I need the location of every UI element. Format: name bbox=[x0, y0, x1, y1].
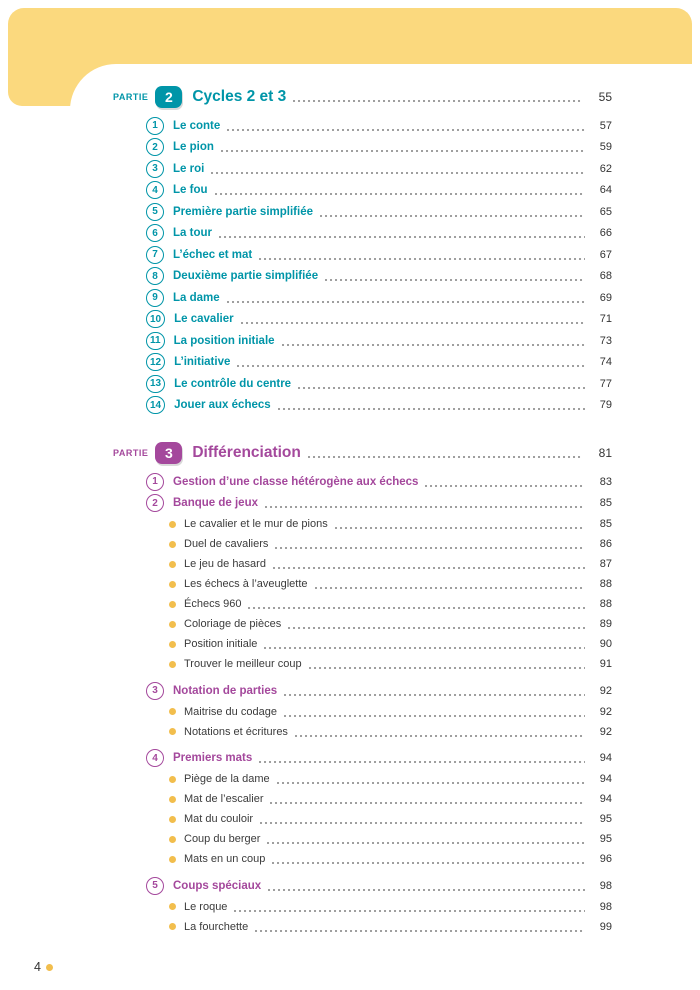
dotted-leader bbox=[259, 761, 585, 763]
chapter-title: Le roi bbox=[173, 162, 205, 175]
chapter-row bbox=[146, 680, 612, 702]
chapter-title: Première partie simplifiée bbox=[173, 205, 313, 218]
chapter-group bbox=[146, 244, 612, 266]
sub-entry-title: Les échecs à l’aveuglette bbox=[184, 578, 308, 590]
bullet-icon bbox=[169, 641, 176, 648]
part-number-badge: 2 bbox=[155, 86, 182, 108]
chapter-number-badge: 13 bbox=[146, 375, 165, 393]
chapter-number-badge: 4 bbox=[146, 749, 164, 767]
dotted-leader bbox=[325, 279, 585, 281]
sub-entry-title: Mat du couloir bbox=[184, 813, 254, 825]
dotted-leader bbox=[211, 172, 585, 174]
chapter-number-badge: 12 bbox=[146, 353, 165, 371]
chapter-group bbox=[146, 223, 612, 245]
sub-entry-page-number: 86 bbox=[599, 538, 612, 550]
chapter-group bbox=[146, 287, 612, 309]
chapter-number-badge: 2 bbox=[146, 494, 164, 512]
part-title: Cycles 2 et 3 bbox=[192, 88, 287, 105]
chapter-title: La dame bbox=[173, 291, 220, 304]
sub-entry-title: Position initiale bbox=[184, 638, 258, 650]
dotted-leader bbox=[288, 627, 585, 629]
chapter-title: L’échec et mat bbox=[173, 248, 253, 261]
dotted-leader bbox=[265, 506, 585, 508]
part-number-badge: 3 bbox=[155, 442, 182, 464]
dotted-leader bbox=[237, 365, 585, 367]
chapter-number-badge: 10 bbox=[146, 310, 165, 328]
chapter-title: Le pion bbox=[173, 141, 214, 154]
bullet-icon bbox=[169, 923, 176, 930]
chapter-title: Premiers mats bbox=[173, 752, 253, 765]
sub-entry-title: Échecs 960 bbox=[184, 598, 242, 610]
sub-entry-row bbox=[146, 849, 612, 869]
chapter-page-number: 73 bbox=[599, 334, 612, 347]
chapter-row bbox=[146, 201, 612, 223]
dotted-leader bbox=[320, 215, 585, 217]
sub-entry-title: Coloriage de pièces bbox=[184, 618, 282, 630]
dotted-leader bbox=[241, 322, 585, 324]
sub-entry-row bbox=[146, 897, 612, 917]
chapter-row bbox=[146, 115, 612, 137]
bullet-icon bbox=[169, 903, 176, 910]
dotted-leader bbox=[308, 456, 583, 458]
chapter-group bbox=[146, 373, 612, 395]
part-page-number: 81 bbox=[598, 446, 612, 460]
dotted-leader bbox=[272, 862, 585, 864]
sub-entry-page-number: 99 bbox=[599, 920, 612, 933]
sub-entry-page-number: 95 bbox=[599, 833, 612, 845]
sub-entry-row bbox=[146, 654, 612, 674]
chapter-page-number: 67 bbox=[599, 248, 612, 261]
dotted-leader bbox=[273, 567, 585, 569]
chapter-group bbox=[146, 158, 612, 180]
dotted-leader bbox=[275, 547, 585, 549]
chapter-number-badge: 3 bbox=[146, 160, 164, 178]
bullet-icon bbox=[169, 601, 176, 608]
chapter-page-number: 59 bbox=[599, 141, 612, 154]
sub-entry-title: Le cavalier et le mur de pions bbox=[184, 518, 328, 530]
sub-entry-list bbox=[146, 897, 612, 937]
chapter-row bbox=[146, 287, 612, 309]
chapter-page-number: 71 bbox=[599, 313, 612, 326]
sub-entry-page-number: 96 bbox=[599, 853, 612, 865]
chapter-list bbox=[146, 471, 612, 937]
sub-entry-title: Duel de cavaliers bbox=[184, 538, 269, 550]
chapter-number-badge: 14 bbox=[146, 396, 165, 414]
sub-entry-page-number: 98 bbox=[599, 900, 612, 913]
chapter-page-number: 74 bbox=[599, 356, 612, 369]
chapter-title: Coups spéciaux bbox=[173, 879, 262, 892]
bullet-icon bbox=[169, 856, 176, 863]
sub-entry-row bbox=[146, 514, 612, 534]
chapter-row bbox=[146, 352, 612, 374]
dotted-leader bbox=[298, 387, 585, 389]
sub-entry-row bbox=[146, 614, 612, 634]
chapter-group bbox=[146, 352, 612, 374]
part-label: PARTIE bbox=[113, 448, 149, 458]
chapter-page-number: 79 bbox=[599, 399, 612, 412]
table-of-contents bbox=[70, 64, 700, 937]
sub-entry-page-number: 89 bbox=[599, 618, 612, 630]
sub-entry-row bbox=[146, 702, 612, 722]
sub-entry-row bbox=[146, 722, 612, 742]
chapter-title: La position initiale bbox=[173, 334, 275, 347]
sub-entry-title: Le jeu de hasard bbox=[184, 558, 266, 570]
chapter-page-number: 83 bbox=[599, 475, 612, 488]
chapter-group bbox=[146, 395, 612, 417]
sub-entry-row bbox=[146, 789, 612, 809]
dotted-leader bbox=[221, 150, 585, 152]
sub-entry-row bbox=[146, 829, 612, 849]
chapter-number-badge: 1 bbox=[146, 117, 164, 135]
chapter-title: Le conte bbox=[173, 119, 221, 132]
sub-entry-page-number: 88 bbox=[599, 598, 612, 610]
sub-entry-page-number: 92 bbox=[599, 705, 612, 718]
dotted-leader bbox=[278, 408, 585, 410]
chapter-number-badge: 7 bbox=[146, 246, 164, 264]
sub-entry-title: Mats en un coup bbox=[184, 853, 266, 865]
chapter-title: Notation de parties bbox=[173, 684, 278, 697]
dotted-leader bbox=[248, 607, 585, 609]
chapter-number-badge: 2 bbox=[146, 138, 164, 156]
dotted-leader bbox=[268, 889, 585, 891]
sub-entry-list bbox=[146, 514, 612, 674]
chapter-group bbox=[146, 493, 612, 675]
chapter-number-badge: 3 bbox=[146, 682, 164, 700]
dotted-leader bbox=[293, 100, 583, 102]
chapter-page-number: 98 bbox=[599, 879, 612, 892]
sub-entry-row bbox=[146, 769, 612, 789]
chapter-title: Le cavalier bbox=[174, 313, 234, 326]
chapter-group bbox=[146, 137, 612, 159]
sub-entry-page-number: 94 bbox=[599, 793, 612, 805]
bullet-icon bbox=[169, 836, 176, 843]
bullet-icon bbox=[169, 581, 176, 588]
bullet-icon bbox=[169, 561, 176, 568]
chapter-page-number: 94 bbox=[599, 752, 612, 765]
chapter-group bbox=[146, 680, 612, 742]
bullet-icon bbox=[169, 521, 176, 528]
chapter-row bbox=[146, 158, 612, 180]
chapter-page-number: 62 bbox=[599, 162, 612, 175]
chapter-row bbox=[146, 223, 612, 245]
sub-entry-title: Piège de la dame bbox=[184, 773, 270, 785]
chapter-page-number: 65 bbox=[599, 205, 612, 218]
chapter-row bbox=[146, 373, 612, 395]
chapter-row bbox=[146, 180, 612, 202]
sub-entry-page-number: 87 bbox=[599, 558, 612, 570]
sub-entry-row bbox=[146, 534, 612, 554]
dotted-leader bbox=[277, 782, 585, 784]
chapter-group bbox=[146, 309, 612, 331]
chapter-group bbox=[146, 115, 612, 137]
chapter-row bbox=[146, 471, 612, 493]
dotted-leader bbox=[284, 715, 585, 717]
dotted-leader bbox=[295, 735, 585, 737]
bullet-icon bbox=[169, 708, 176, 715]
chapter-title: Jouer aux échecs bbox=[174, 399, 271, 412]
sub-entry-title: Le roque bbox=[184, 900, 228, 913]
chapter-title: Deuxième partie simplifiée bbox=[173, 270, 319, 283]
chapter-row bbox=[146, 493, 612, 515]
sub-entry-list bbox=[146, 702, 612, 742]
dotted-leader bbox=[284, 694, 585, 696]
sub-entry-row bbox=[146, 809, 612, 829]
sub-entry-list bbox=[146, 769, 612, 869]
dotted-leader bbox=[260, 822, 585, 824]
dotted-leader bbox=[264, 647, 585, 649]
chapter-number-badge: 11 bbox=[146, 332, 165, 350]
sub-entry-title: Notations et écritures bbox=[184, 725, 288, 738]
dotted-leader bbox=[335, 527, 585, 529]
chapter-list bbox=[146, 115, 612, 416]
sub-entry-row bbox=[146, 917, 612, 937]
chapter-number-badge: 1 bbox=[146, 473, 164, 491]
sub-entry-page-number: 85 bbox=[599, 518, 612, 530]
chapter-group bbox=[146, 180, 612, 202]
chapter-page-number: 69 bbox=[599, 291, 612, 304]
chapter-page-number: 77 bbox=[599, 377, 612, 390]
sub-entry-title: La fourchette bbox=[184, 920, 249, 933]
dotted-leader bbox=[227, 301, 585, 303]
sub-entry-row bbox=[146, 634, 612, 654]
part-heading bbox=[113, 438, 612, 468]
chapter-row bbox=[146, 395, 612, 417]
chapter-group bbox=[146, 471, 612, 493]
chapter-number-badge: 6 bbox=[146, 224, 164, 242]
dotted-leader bbox=[255, 930, 585, 932]
chapter-number-badge: 5 bbox=[146, 877, 164, 895]
chapter-row bbox=[146, 875, 612, 897]
chapter-page-number: 66 bbox=[599, 227, 612, 240]
chapter-group bbox=[146, 201, 612, 223]
dotted-leader bbox=[270, 802, 585, 804]
sub-entry-title: Maitrise du codage bbox=[184, 705, 277, 718]
sub-entry-page-number: 94 bbox=[599, 773, 612, 785]
dotted-leader bbox=[227, 129, 585, 131]
part-heading bbox=[113, 82, 612, 112]
dotted-leader bbox=[219, 236, 585, 238]
chapter-title: Le contrôle du centre bbox=[174, 377, 292, 390]
chapter-row bbox=[146, 309, 612, 331]
chapter-title: Banque de jeux bbox=[173, 497, 258, 510]
dotted-leader bbox=[282, 344, 585, 346]
sub-entry-row bbox=[146, 554, 612, 574]
chapter-group bbox=[146, 266, 612, 288]
part-page-number: 55 bbox=[598, 90, 612, 104]
dotted-leader bbox=[267, 842, 585, 844]
bullet-icon bbox=[169, 661, 176, 668]
sub-entry-page-number: 92 bbox=[599, 725, 612, 738]
chapter-page-number: 92 bbox=[599, 684, 612, 697]
bullet-icon bbox=[169, 541, 176, 548]
dotted-leader bbox=[215, 193, 586, 195]
bullet-icon bbox=[169, 776, 176, 783]
toc-part bbox=[113, 82, 612, 416]
chapter-row bbox=[146, 137, 612, 159]
chapter-group bbox=[146, 748, 612, 870]
bullet-icon bbox=[169, 728, 176, 735]
chapter-row bbox=[146, 244, 612, 266]
folio-page-number: 4 bbox=[34, 960, 41, 974]
sub-entry-page-number: 95 bbox=[599, 813, 612, 825]
bullet-icon bbox=[169, 816, 176, 823]
chapter-number-badge: 5 bbox=[146, 203, 164, 221]
sub-entry-page-number: 91 bbox=[599, 658, 612, 670]
chapter-title: Le fou bbox=[173, 184, 208, 197]
chapter-group bbox=[146, 330, 612, 352]
footer-dot-icon bbox=[46, 964, 53, 971]
chapter-row bbox=[146, 330, 612, 352]
chapter-title: La tour bbox=[173, 227, 212, 240]
chapter-title: Gestion d’une classe hétérogène aux échecs bbox=[173, 475, 419, 488]
chapter-row bbox=[146, 266, 612, 288]
bullet-icon bbox=[169, 621, 176, 628]
chapter-title: L’initiative bbox=[174, 356, 231, 369]
chapter-page-number: 64 bbox=[599, 184, 612, 197]
dotted-leader bbox=[259, 258, 585, 260]
toc-part bbox=[113, 438, 612, 937]
page-footer bbox=[34, 960, 53, 974]
chapter-number-badge: 9 bbox=[146, 289, 164, 307]
sub-entry-row bbox=[146, 594, 612, 614]
sub-entry-title: Trouver le meilleur coup bbox=[184, 658, 302, 670]
dotted-leader bbox=[309, 667, 585, 669]
dotted-leader bbox=[315, 587, 585, 589]
bullet-icon bbox=[169, 796, 176, 803]
chapter-group bbox=[146, 875, 612, 937]
chapter-page-number: 68 bbox=[599, 270, 612, 283]
part-label: PARTIE bbox=[113, 92, 149, 102]
chapter-page-number: 57 bbox=[599, 119, 612, 132]
chapter-number-badge: 4 bbox=[146, 181, 164, 199]
sub-entry-page-number: 90 bbox=[599, 638, 612, 650]
sub-entry-title: Coup du berger bbox=[184, 833, 261, 845]
chapter-number-badge: 8 bbox=[146, 267, 164, 285]
content-sheet bbox=[70, 64, 700, 990]
sub-entry-row bbox=[146, 574, 612, 594]
dotted-leader bbox=[234, 910, 585, 912]
sub-entry-page-number: 88 bbox=[599, 578, 612, 590]
dotted-leader bbox=[425, 485, 585, 487]
part-title: Différenciation bbox=[192, 444, 301, 461]
sub-entry-title: Mat de l’escalier bbox=[184, 793, 264, 805]
chapter-page-number: 85 bbox=[599, 497, 612, 510]
chapter-row bbox=[146, 748, 612, 770]
